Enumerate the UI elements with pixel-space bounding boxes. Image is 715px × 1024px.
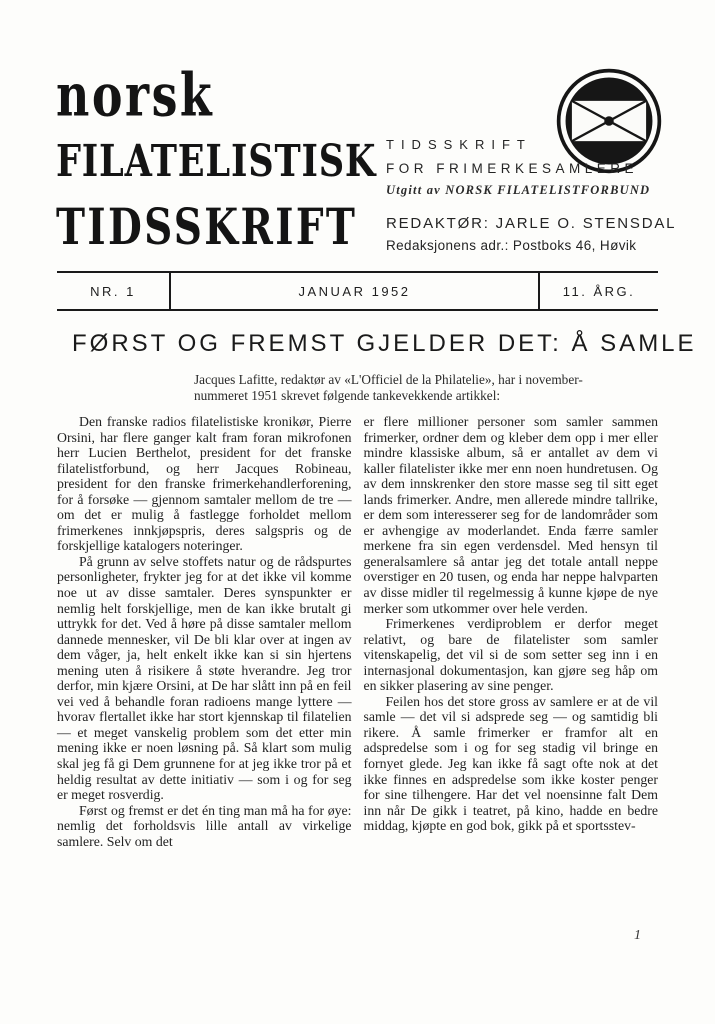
publisher-line: Utgitt av NORSK FILATELISTFORBUND xyxy=(386,183,651,197)
page-number: 1 xyxy=(634,928,641,943)
issue-date-cell: JANUAR 1952 xyxy=(171,273,540,309)
article-headline: FØRST OG FREMST GJELDER DET: Å SAMLE xyxy=(72,330,697,357)
tagline-for-frimerkesamlere: FOR FRIMERKESAMLERE xyxy=(386,161,639,176)
right-column xyxy=(364,414,659,849)
issue-bar xyxy=(57,271,658,311)
editor-line: REDAKTØR: JARLE O. STENSDAL xyxy=(386,215,677,232)
masthead-info-block xyxy=(386,137,677,253)
lede-line-1: Jacques Lafitte, redaktør av «L'Officiel de la Philatelie», har i november- xyxy=(194,372,583,387)
issue-number-cell: NR. 1 xyxy=(57,273,171,309)
issue-volume-cell: 11. ÅRG. xyxy=(562,283,636,299)
editorial-address-line: Redaksjonens adr.: Postboks 46, Høvik xyxy=(386,238,637,253)
article-body xyxy=(57,414,658,849)
logo-word-norsk: norsk xyxy=(56,60,215,131)
paragraph: Feilen hos det store gross av samlere er at de vil samle — det vil si adsprede seg — og samtidig bli rikere. Å samle frimerker er framfor alt en adspredelse som i og for seg stadig vil bringe en fornyet glede. Jeg kan ikke få sagt ofte nok at det ikke finnes en adspredelse som ikke koster penger for sine tilhengere. Har det vel noensinne falt Dem inn når De gikk i teatret, på kino, hadde en bedre middag, kjøpte en god bok, gikk på et sportsstev- xyxy=(363,693,658,834)
tagline-tidsskrift: TIDSSKRIFT xyxy=(386,137,532,152)
logo-word-tidsskrift: TIDSSKRIFT xyxy=(56,197,358,256)
paragraph: er flere millioner personer som samler sammen frimerker, ordner dem og kleber dem opp i mer eller mindre klassiske album, så er antallet av dem vi kaller filatelister ikke mer enn noen hundretusen. Og av dem innskrenker den store masse seg til sitt eget lands frimerker. Andre, men allerede mindre tallrike, er dem som interesserer seg for de landområder som er avhengige av moderlandet. Enda færre samler merkene fra sin egen verdensdel. Med hensyn til generalsamlere så antar jeg det totale antall neppe overstiger en 20 tusen, og enda har neppe halvparten av disse midler til regelmessig å kunne kjøpe de nye merker som utkommer over hele verden. xyxy=(363,414,658,616)
paragraph: Den franske radios filatelistiske kronikør, Pierre Orsini, har flere ganger kalt fram foran mikrofonen herr Lucien Berthelot, president for det franske filatelistforbund, og herr Jacques Robineau, president for den franske frimerkehandlerforening, for å forsøke — gjennom samtaler mellom de tre — om det er mulig å fastlegge forholdet mellom frimerkenes innkjøpspris, deres salgspris og de forskjellige katalogers noteringer. xyxy=(57,414,352,554)
logo-word-filatelistisk: FILATELISTISK xyxy=(56,136,377,187)
paragraph: Først og fremst er det én ting man må ha for øye: nemlig det forholdsvis lille antall av virkelige samlere. Selv om det xyxy=(57,802,352,849)
paragraph: På grunn av selve stoffets natur og de rådspurtes personligheter, frykter jeg for at det ikke vil komme noe ut av disse samtaler. Deres synspunkter er nemlig helt forskjellige, men de kan ikke brutalt gi uttrykk for det. Ved å høre på disse samtaler mellom dannede mennesker, vil De bli klar over at ingen av dem våger, ja, helt enkelt ikke kan si sin hjertens mening uten å risikere å støte hverandre. Jeg tror derfor, min kjære Orsini, at De har slått inn på en feil vei ved å behandle foran radioens mange lyttere — hvorav flertallet ikke har stort kjennskap til filatelien — et meget vanskelig problem som det etter min mening ikke er noen løsning på. Så klart som mulig skal jeg få gi Dem grunnene for at jeg ikke tror på et heldig resultat av dette initiativ — som i og for seg er meget rosverdig. xyxy=(57,553,352,803)
left-column xyxy=(57,414,352,849)
paragraph: Frimerkenes verdiproblem er derfor meget relativt, og bare de filatelister som samler vitenskapelig, det vil si de som setter seg inn i en internasjonal dokumentasjon, kan gjøre seg håp om en sikker plasering av sine penger. xyxy=(363,616,658,694)
lede-line-2: nummeret 1951 skrevet følgende tankevekkende artikkel: xyxy=(194,387,501,403)
article-lede xyxy=(194,372,656,404)
